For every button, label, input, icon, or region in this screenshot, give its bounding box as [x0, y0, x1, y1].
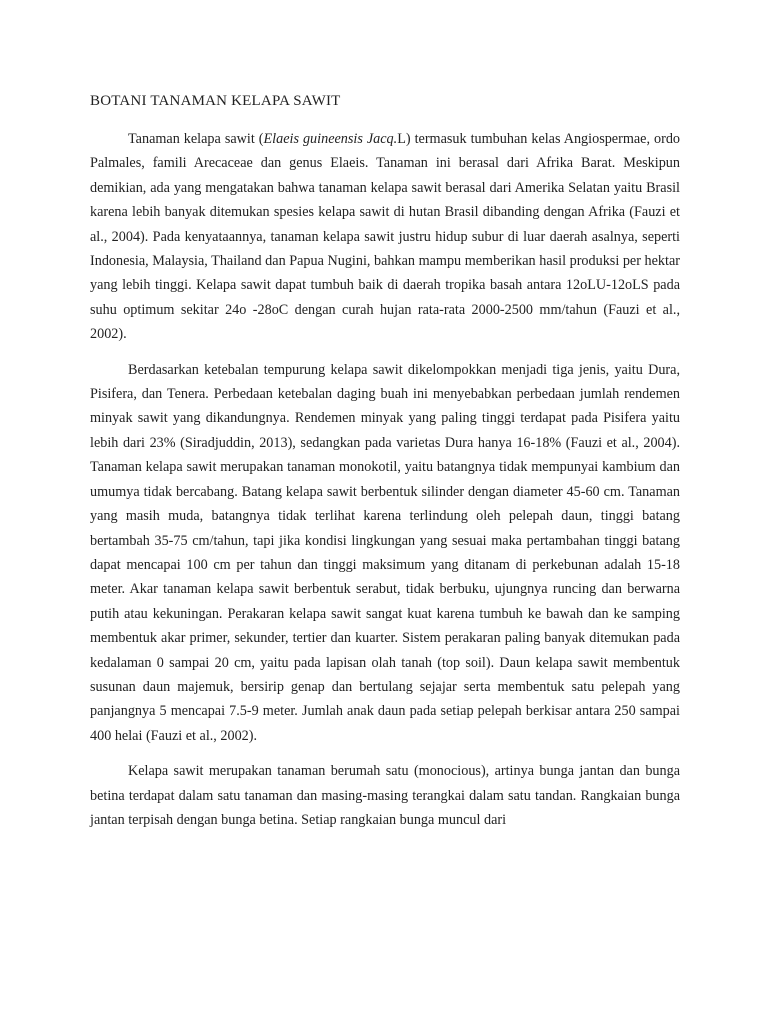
paragraph-1-rest: L) termasuk tumbuhan kelas Angiospermae, ordo Palmales, famili Arecaceae dan genus Elaeis. Tanaman ini berasal dari Afrika Barat. Meskipun demikian, ada yang mengatakan bahwa tanaman kelapa sawit berasal dari Amerika Selatan yaitu Brasil karena lebih banyak ditemukan spesies kelapa sawit di hutan Brasil dibanding dengan Afrika (Fauzi et al., 2004). Pada kenyataannya, tanaman kelapa sawit justru hidup subur di luar daerah asalnya, seperti Indonesia, Malaysia, Thailand dan Papua Nugini, bahkan mampu memberikan hasil produksi per hektar yang lebih tinggi. Kelapa sawit dapat tumbuh baik di daerah tropika basah antara 12oLU-12oLS pada suhu optimum sekitar 24o -28oC dengan curah hujan rata-rata 2000-2500 mm/tahun (Fauzi et al., 2002). [90, 131, 681, 343]
species-name: Elaeis guineensis Jacq. [263, 131, 398, 147]
paragraph-2: Berdasarkan ketebalan tempurung kelapa sawit dikelompokkan menjadi tiga jenis, yaitu Dura, Pisifera, dan Tenera. Perbedaan ketebalan daging buah ini menyebabkan perbedaan jumlah rendemen minyak sawit yang dikandungnya. Rendemen minyak yang paling tinggi terdapat pada Pisifera yaitu lebih dari 23% (Siradjuddin, 2013), sedangkan pada varietas Dura hanya 16-18% (Fauzi et al., 2004). Tanaman kelapa sawit merupakan tanaman monokotil, yaitu batangnya tidak mempunyai kambium dan umumya tidak bercabang. Batang kelapa sawit berbentuk silinder dengan diameter 45-60 cm. Tanaman yang masih muda, batangnya tidak terlihat karena terlindung oleh pelepah daun, tinggi batang bertambah 35-75 cm/tahun, tapi jika kondisi lingkungan yang sesuai maka pertambahan tinggi batang dapat mencapai 100 cm per tahun dan tinggi maksimum yang ditanam di perkebunan adalah 15-18 meter. Akar tanaman kelapa sawit berbentuk serabut, tidak berbuku, ujungnya runcing dan berwarna putih atau kekuningan. Perakaran kelapa sawit sangat kuat karena tumbuh ke bawah dan ke samping membentuk akar primer, sekunder, tertier dan kuarter. Sistem perakaran paling banyak ditemukan pada kedalaman 0 sampai 20 cm, yaitu pada lapisan olah tanah (top soil). Daun kelapa sawit membentuk susunan daun majemuk, bersirip genap dan bertulang sejajar serta membentuk satu pelepah yang panjangnya 5 mencapai 7.5-9 meter. Jumlah anak daun pada setiap pelepah berkisar antara 250 sampai 400 helai (Fauzi et al., 2002). [90, 361, 680, 744]
paragraph-3: Kelapa sawit merupakan tanaman berumah satu (monocious), artinya bunga jantan dan bunga betina terdapat dalam satu tanaman dan masing-masing terangkai dalam satu tandan. Rangkaian bunga jantan terpisah dengan bunga betina. Setiap rangkaian bunga muncul dari [90, 763, 680, 828]
paragraph-1 [90, 127, 680, 347]
paragraph-1-start: Tanaman kelapa sawit ( [128, 131, 264, 147]
document-title: BOTANI TANAMAN KELAPA SAWIT [90, 93, 341, 109]
